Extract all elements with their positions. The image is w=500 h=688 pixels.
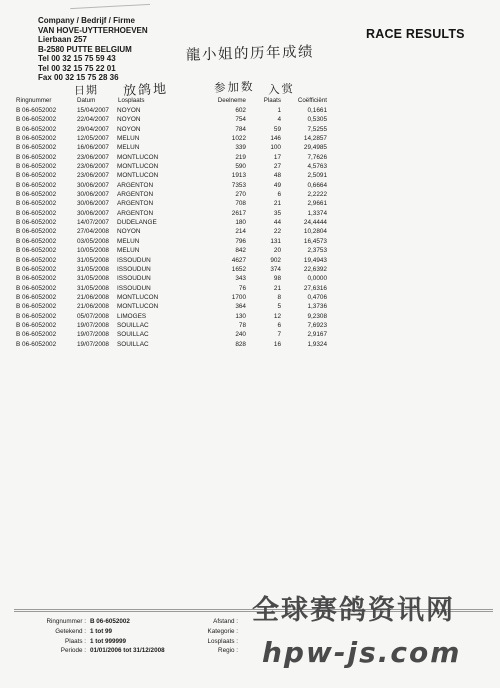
row-losplaats: MONTLUCON bbox=[117, 303, 159, 311]
table-row bbox=[0, 144, 500, 153]
table-row bbox=[0, 275, 500, 284]
table-row bbox=[0, 107, 500, 116]
row-participants: 602 bbox=[235, 107, 246, 114]
row-coefficient: 1,3736 bbox=[307, 303, 327, 311]
column-header-losplaats: Losplaats bbox=[118, 97, 145, 104]
row-date: 16/06/2007 bbox=[77, 144, 109, 152]
table-row bbox=[0, 228, 500, 237]
row-date: 30/06/2007 bbox=[77, 200, 109, 208]
row-position: 146 bbox=[270, 135, 281, 143]
row-losplaats: SOUILLAC bbox=[117, 321, 149, 329]
row-date: 23/06/2007 bbox=[77, 153, 109, 161]
table-row bbox=[0, 126, 500, 135]
row-position: 21 bbox=[273, 200, 281, 208]
row-position: 5 bbox=[277, 303, 281, 311]
row-coefficient: 0,4706 bbox=[307, 293, 327, 301]
footer-periode-label: Periode : bbox=[60, 647, 86, 654]
footer-ring-label: Ringnummer : bbox=[46, 618, 86, 625]
table-row bbox=[0, 266, 500, 275]
row-participants: 784 bbox=[235, 125, 246, 133]
row-ring-number: B 06-6052002 bbox=[16, 340, 57, 348]
row-ring-number: B 06-6052002 bbox=[16, 284, 57, 292]
row-date: 10/05/2008 bbox=[77, 247, 109, 255]
row-position: 48 bbox=[273, 172, 281, 180]
table-row bbox=[0, 116, 500, 125]
row-losplaats: LIMOGES bbox=[117, 312, 147, 320]
row-losplaats: ARGENTON bbox=[117, 200, 154, 208]
row-position: 8 bbox=[277, 293, 281, 301]
row-participants: 76 bbox=[238, 284, 246, 292]
table-row bbox=[0, 135, 500, 144]
row-participants: 339 bbox=[235, 144, 246, 152]
row-ring-number: B 06-6052002 bbox=[16, 312, 57, 320]
row-coefficient: 7,7626 bbox=[307, 153, 327, 161]
row-losplaats: MELUN bbox=[117, 237, 140, 245]
footer-getekend-value: 1 tot 99 bbox=[90, 628, 113, 635]
row-ring-number: B 06-6052002 bbox=[16, 247, 57, 255]
row-participants: 240 bbox=[235, 331, 246, 339]
row-ring-number: B 06-6052002 bbox=[16, 163, 57, 171]
table-row bbox=[0, 303, 500, 312]
row-coefficient: 7,5255 bbox=[307, 125, 327, 133]
row-losplaats: ISSOUDUN bbox=[117, 256, 151, 264]
row-position: 21 bbox=[273, 284, 281, 292]
row-participants: 343 bbox=[235, 275, 246, 283]
row-coefficient: 10,2804 bbox=[303, 228, 327, 236]
report-title: RACE RESULTS bbox=[366, 27, 465, 41]
row-coefficient: 2,5091 bbox=[307, 172, 327, 180]
footer-plaats-label: Plaats : bbox=[65, 638, 86, 645]
footer-kategorie-label: Kategorie : bbox=[207, 628, 238, 635]
handwritten-date-note: 日期 bbox=[73, 83, 99, 98]
row-losplaats: MELUN bbox=[117, 135, 140, 143]
row-losplaats: ARGENTON bbox=[117, 209, 154, 217]
company-tel-2: Tel 00 32 15 75 22 01 bbox=[38, 63, 116, 73]
table-row bbox=[0, 219, 500, 228]
watermark-url: hpw-js.com bbox=[262, 636, 462, 669]
column-header-coefficient: Coëfficiënt bbox=[297, 97, 327, 104]
row-date: 31/05/2008 bbox=[77, 265, 109, 273]
column-header-ring: Ringnummer bbox=[16, 97, 52, 104]
table-row bbox=[0, 191, 500, 200]
row-date: 05/07/2008 bbox=[77, 312, 109, 320]
table-row bbox=[0, 285, 500, 294]
row-position: 7 bbox=[277, 331, 281, 339]
row-position: 20 bbox=[273, 247, 281, 255]
row-position: 27 bbox=[273, 163, 281, 171]
row-participants: 754 bbox=[235, 116, 246, 124]
table-row bbox=[0, 200, 500, 209]
row-losplaats: SOUILLAC bbox=[117, 331, 149, 339]
row-coefficient: 22,6392 bbox=[303, 265, 327, 273]
row-losplaats: ISSOUDUN bbox=[117, 265, 151, 273]
footer-losplaats-label: Losplaats : bbox=[207, 638, 238, 645]
row-participants: 1913 bbox=[231, 172, 246, 180]
column-header-participants: Deelneme bbox=[217, 97, 246, 104]
row-ring-number: B 06-6052002 bbox=[16, 237, 57, 245]
row-ring-number: B 06-6052002 bbox=[16, 228, 57, 236]
row-ring-number: B 06-6052002 bbox=[16, 144, 57, 152]
row-participants: 7353 bbox=[231, 181, 246, 189]
row-coefficient: 0,0000 bbox=[307, 275, 327, 283]
row-ring-number: B 06-6052002 bbox=[16, 172, 57, 180]
footer-regio-label: Regio : bbox=[218, 647, 238, 654]
row-position: 4 bbox=[277, 116, 281, 124]
row-participants: 1022 bbox=[231, 135, 246, 143]
row-coefficient: 0,1661 bbox=[307, 107, 327, 114]
table-row bbox=[0, 322, 500, 331]
row-ring-number: B 06-6052002 bbox=[16, 275, 57, 283]
table-row bbox=[0, 163, 500, 172]
row-participants: 364 bbox=[235, 303, 246, 311]
row-position: 100 bbox=[270, 144, 281, 152]
row-position: 22 bbox=[273, 228, 281, 236]
footer-ring-value: B 06-6052002 bbox=[90, 618, 130, 625]
table-row bbox=[0, 257, 500, 266]
row-losplaats: SOUILLAC bbox=[117, 340, 149, 348]
row-position: 16 bbox=[273, 340, 281, 348]
row-coefficient: 2,9167 bbox=[307, 331, 327, 339]
table-row bbox=[0, 210, 500, 219]
row-participants: 214 bbox=[235, 228, 246, 236]
row-participants: 4627 bbox=[231, 256, 246, 264]
row-coefficient: 19,4943 bbox=[303, 256, 327, 264]
row-coefficient: 9,2308 bbox=[307, 312, 327, 320]
row-coefficient: 27,6316 bbox=[303, 284, 327, 292]
row-date: 31/05/2008 bbox=[77, 256, 109, 264]
handwritten-participants-note: 参加数 bbox=[213, 79, 255, 95]
row-coefficient: 24,4444 bbox=[303, 219, 327, 227]
row-position: 12 bbox=[273, 312, 281, 320]
row-ring-number: B 06-6052002 bbox=[16, 200, 57, 208]
row-participants: 270 bbox=[235, 191, 246, 199]
table-row bbox=[0, 238, 500, 247]
row-position: 902 bbox=[270, 256, 281, 264]
row-date: 21/06/2008 bbox=[77, 293, 109, 301]
row-position: 49 bbox=[273, 181, 281, 189]
table-row bbox=[0, 341, 500, 350]
row-coefficient: 16,4573 bbox=[303, 237, 327, 245]
row-ring-number: B 06-6052002 bbox=[16, 125, 57, 133]
row-ring-number: B 06-6052002 bbox=[16, 191, 57, 199]
company-label: Company / Bedrijf / Firme bbox=[38, 16, 135, 25]
table-row bbox=[0, 247, 500, 256]
row-losplaats: NOYON bbox=[117, 116, 141, 124]
row-losplaats: ISSOUDUN bbox=[117, 275, 151, 283]
row-participants: 590 bbox=[235, 163, 246, 171]
row-losplaats: MONTLUCON bbox=[117, 293, 159, 301]
row-losplaats: MELUN bbox=[117, 247, 140, 255]
row-coefficient: 29,4985 bbox=[303, 144, 327, 152]
table-row bbox=[0, 313, 500, 322]
column-header-date: Datum bbox=[77, 97, 96, 104]
company-name: VAN HOVE-UYTTERHOEVEN bbox=[38, 25, 148, 35]
row-date: 22/04/2007 bbox=[77, 116, 109, 124]
row-losplaats: MONTLUCON bbox=[117, 153, 159, 161]
row-ring-number: B 06-6052002 bbox=[16, 153, 57, 161]
row-date: 27/04/2008 bbox=[77, 228, 109, 236]
row-ring-number: B 06-6052002 bbox=[16, 321, 57, 329]
row-losplaats: ARGENTON bbox=[117, 181, 154, 189]
row-position: 44 bbox=[273, 219, 281, 227]
row-coefficient: 1,3374 bbox=[307, 209, 327, 217]
row-participants: 828 bbox=[235, 340, 246, 348]
footer-plaats-value: 1 tot 999999 bbox=[90, 638, 127, 645]
row-losplaats: NOYON bbox=[117, 125, 141, 133]
row-losplaats: ISSOUDUN bbox=[117, 284, 151, 292]
company-block bbox=[38, 16, 148, 83]
row-date: 31/05/2008 bbox=[77, 284, 109, 292]
row-position: 374 bbox=[270, 265, 281, 273]
row-ring-number: B 06-6052002 bbox=[16, 209, 57, 217]
results-table bbox=[0, 107, 500, 350]
row-losplaats: NOYON bbox=[117, 228, 141, 236]
row-participants: 130 bbox=[235, 312, 246, 320]
row-position: 6 bbox=[277, 321, 281, 329]
row-position: 6 bbox=[277, 191, 281, 199]
row-losplaats: MONTLUCON bbox=[117, 163, 159, 171]
row-date: 19/07/2008 bbox=[77, 331, 109, 339]
row-coefficient: 7,6923 bbox=[307, 321, 327, 329]
row-coefficient: 0,5305 bbox=[307, 116, 327, 124]
row-losplaats: MELUN bbox=[117, 144, 140, 152]
company-fax: Fax 00 32 15 75 28 36 bbox=[38, 73, 119, 82]
row-date: 19/07/2008 bbox=[77, 340, 109, 348]
row-date: 19/07/2008 bbox=[77, 321, 109, 329]
row-date: 30/06/2007 bbox=[77, 181, 109, 189]
company-tel-1: Tel 00 32 15 75 59 43 bbox=[38, 54, 116, 63]
row-participants: 1652 bbox=[231, 265, 246, 273]
row-losplaats: NOYON bbox=[117, 107, 141, 114]
row-participants: 708 bbox=[235, 200, 246, 208]
company-city: B-2580 PUTTE BELGIUM bbox=[38, 44, 132, 54]
row-losplaats: DUDELANGE bbox=[117, 219, 157, 227]
row-position: 131 bbox=[270, 237, 281, 245]
row-participants: 78 bbox=[238, 321, 246, 329]
row-position: 59 bbox=[273, 125, 281, 133]
row-ring-number: B 06-6052002 bbox=[16, 219, 57, 227]
row-ring-number: B 06-6052002 bbox=[16, 293, 57, 301]
table-row bbox=[0, 294, 500, 303]
row-date: 21/06/2008 bbox=[77, 303, 109, 311]
row-coefficient: 2,3753 bbox=[307, 247, 327, 255]
row-participants: 842 bbox=[235, 247, 246, 255]
table-row bbox=[0, 182, 500, 191]
row-losplaats: MONTLUCON bbox=[117, 172, 159, 180]
row-position: 1 bbox=[277, 107, 281, 114]
row-ring-number: B 06-6052002 bbox=[16, 331, 57, 339]
row-date: 03/05/2008 bbox=[77, 237, 109, 245]
row-coefficient: 2,9661 bbox=[307, 200, 327, 208]
row-ring-number: B 06-6052002 bbox=[16, 181, 57, 189]
row-participants: 180 bbox=[235, 219, 246, 227]
table-row bbox=[0, 331, 500, 340]
footer-getekend-label: Getekend : bbox=[55, 628, 86, 635]
row-participants: 796 bbox=[235, 237, 246, 245]
row-coefficient: 4,5763 bbox=[307, 163, 327, 171]
row-coefficient: 2,2222 bbox=[307, 191, 327, 199]
row-date: 14/07/2007 bbox=[77, 219, 109, 227]
row-ring-number: B 06-6052002 bbox=[16, 303, 57, 311]
row-date: 29/04/2007 bbox=[77, 125, 109, 133]
row-ring-number: B 06-6052002 bbox=[16, 265, 57, 273]
watermark-chinese: 全球赛鸽资讯网 bbox=[252, 595, 455, 626]
row-date: 23/06/2007 bbox=[77, 172, 109, 180]
row-position: 17 bbox=[273, 153, 281, 161]
row-date: 15/04/2007 bbox=[77, 107, 109, 114]
row-losplaats: ARGENTON bbox=[117, 191, 154, 199]
row-ring-number: B 06-6052002 bbox=[16, 135, 57, 143]
row-coefficient: 14,2857 bbox=[303, 135, 327, 143]
handwritten-loft-note: 放鸽地 bbox=[122, 81, 169, 100]
row-date: 30/06/2007 bbox=[77, 209, 109, 217]
row-participants: 1700 bbox=[231, 293, 246, 301]
table-row bbox=[0, 154, 500, 163]
table-row bbox=[0, 172, 500, 181]
row-participants: 2617 bbox=[231, 209, 246, 217]
row-ring-number: B 06-6052002 bbox=[16, 256, 57, 264]
handwritten-title: 龍小姐的历年成绩 bbox=[185, 44, 315, 64]
row-ring-number: B 06-6052002 bbox=[16, 107, 57, 114]
row-date: 12/05/2007 bbox=[77, 135, 109, 143]
row-participants: 219 bbox=[235, 153, 246, 161]
row-coefficient: 1,9324 bbox=[307, 340, 327, 348]
pen-mark bbox=[70, 0, 150, 9]
column-header-position: Plaats bbox=[263, 97, 281, 104]
footer-periode-value: 01/01/2006 tot 31/12/2008 bbox=[90, 647, 165, 654]
row-coefficient: 0,6664 bbox=[307, 181, 327, 189]
handwritten-prize-note: 入赏 bbox=[267, 81, 296, 97]
row-date: 31/05/2008 bbox=[77, 275, 109, 283]
row-ring-number: B 06-6052002 bbox=[16, 116, 57, 124]
company-street: Lierbaan 257 bbox=[38, 35, 87, 44]
row-date: 23/06/2007 bbox=[77, 163, 109, 171]
footer-afstand-label: Afstand : bbox=[213, 618, 238, 625]
row-position: 98 bbox=[273, 275, 281, 283]
row-position: 35 bbox=[273, 209, 281, 217]
row-date: 30/06/2007 bbox=[77, 191, 109, 199]
